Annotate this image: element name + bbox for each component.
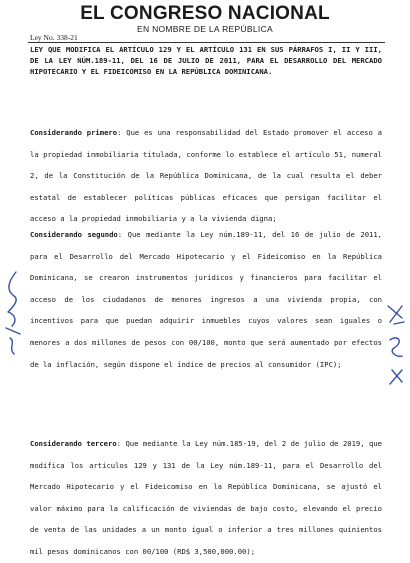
header-subtitle: EN NOMBRE DE LA REPÚBLICA <box>137 24 273 34</box>
handwritten-initials-right <box>384 300 408 390</box>
considerando-paragraph <box>30 224 382 375</box>
considerando-paragraph <box>30 433 382 563</box>
header-title: EL CONGRESO NACIONAL <box>80 3 330 24</box>
considerando-text: : Que mediante la Ley núm.189-11, del 16 de julio de 2011, para el Desarrollo del Mercado Hipotecario y el Fideicomiso en la República Dominicana, se crearon instrumentos jurídicos y financieros para facilitar el acceso de los ciudadanos de menores ingresos a una vivienda propia, con incentivos para que puedan adquirir inmuebles cuyos valores sean iguales o menores a dos millones de pesos con 00/100, monto que será aumentado por efectos de la inflación, según dispone el índice de precios al consumidor (IPC); <box>30 230 383 369</box>
considerando-text: : Que mediante la Ley núm.185-19, del 2 de julio de 2019, que modifica los artículos 129 y 131 de la Ley núm.189-11, para el Desarrollo del Mercado Hipotecario y el Fideicomiso en la República Dominicana, se ajustó el valor máximo para la calificación de viviendas de bajo costo, elevando el precio de venta de las unidades a un monto igual o inferior a tres millones quinientos mil pesos dominicanos con 00/100 (RD$ 3,500,000.00); <box>30 439 383 556</box>
considerando-lead: Considerando primero <box>30 128 118 137</box>
considerando-text: : Que es una responsabilidad del Estado promover el acceso a la propiedad inmobiliaria titulada, conforme lo establece el artículo 51, numeral 2, de la Constitución de la República Dominicana, de la cual resulta el deber estatal de establecer políticas públicas eficaces que persigan facilitar el acceso a la propiedad inmobiliaria y a la vivienda digna; <box>30 128 382 224</box>
considerando-lead: Considerando tercero <box>30 439 117 448</box>
considerando-paragraph <box>30 122 382 230</box>
law-title: LEY QUE MODIFICA EL ARTÍCULO 129 Y EL ARTÍCULO 131 EN SUS PÁRRAFOS I, II Y III, DE LA LEY NÚM.189-11, DEL 16 DE JULIO DE 2011, PARA EL DESARROLLO DEL MERCADO HIPOTECARIO Y EL FIDEICOMISO EN LA REPÚBLICA DOMINICANA. <box>30 45 382 76</box>
considerando-lead: Considerando segundo <box>30 230 118 239</box>
handwritten-initials-left <box>2 268 26 358</box>
page-header <box>0 4 410 34</box>
law-number: Ley No. 338-21 <box>30 33 78 42</box>
header-divider <box>28 42 385 43</box>
